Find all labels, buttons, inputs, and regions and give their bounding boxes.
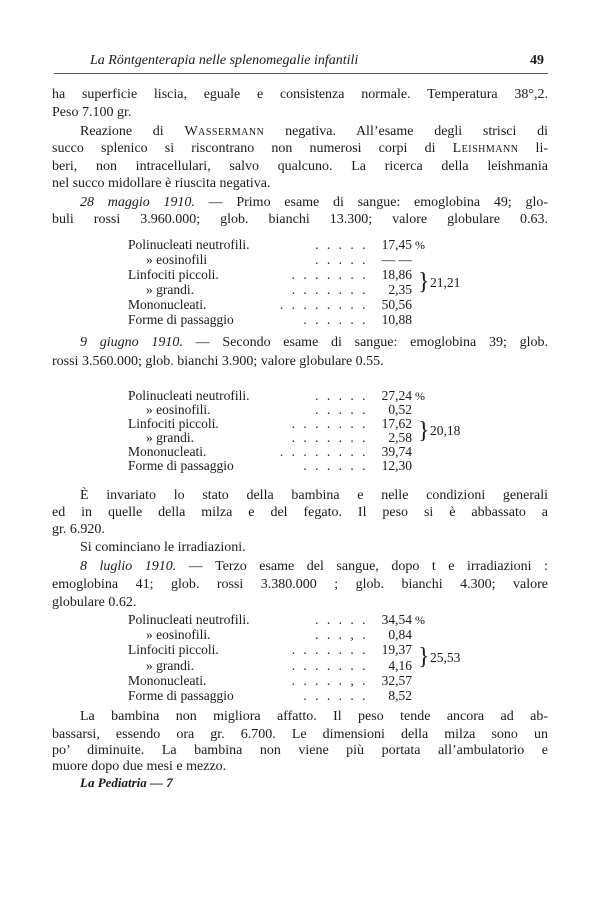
text: li- bbox=[518, 141, 549, 156]
cell-value: 4,16 bbox=[388, 658, 412, 673]
leader-dots: . . . . . . bbox=[303, 312, 368, 327]
leader-dots: . . . . . . . bbox=[291, 642, 368, 657]
cell-label: » eosinofili. bbox=[146, 627, 211, 642]
cell-value: 50,56 bbox=[381, 297, 412, 312]
cell-value: 39,74 bbox=[381, 444, 412, 459]
leader-dots: . . . . . . . . bbox=[279, 444, 368, 459]
author-name: Leishmann bbox=[452, 141, 519, 156]
cell-label: » grandi. bbox=[146, 430, 194, 445]
table-row bbox=[128, 417, 412, 431]
cell-value: 0,84 bbox=[388, 627, 412, 642]
table-row bbox=[128, 268, 412, 282]
cell-label: » eosinofili. bbox=[146, 402, 211, 417]
brace-icon: } bbox=[418, 418, 430, 444]
table-row bbox=[128, 389, 412, 403]
text-line: ed in quelle della milza e del fegato. Il peso si è abbassato a bbox=[52, 505, 548, 520]
cell-value: — — bbox=[381, 252, 412, 267]
cell-label: Mononucleati. bbox=[128, 673, 207, 688]
text-line bbox=[80, 559, 548, 575]
leader-dots: . . . . . . . bbox=[291, 282, 368, 297]
table-row bbox=[128, 659, 412, 673]
cell-label: Linfociti piccoli. bbox=[128, 642, 219, 657]
table-row bbox=[128, 689, 412, 703]
cell-label: Polinucleati neutrofili. bbox=[128, 237, 250, 252]
text-line bbox=[80, 124, 548, 140]
cell-value: 17,62 bbox=[381, 416, 412, 431]
text-line: gr. 6.920. bbox=[52, 522, 105, 537]
lymphocyte-total: 25,53 bbox=[430, 650, 461, 665]
table-row bbox=[128, 253, 412, 267]
table-row bbox=[128, 283, 412, 297]
text-line: globulare 0.62. bbox=[52, 595, 137, 610]
percent-sign: % bbox=[415, 613, 425, 627]
table-row bbox=[128, 445, 412, 459]
cell-value: 12,30 bbox=[381, 458, 412, 473]
cell-label: Mononucleati. bbox=[128, 444, 207, 459]
brace-icon: } bbox=[418, 269, 430, 295]
cell-value: 18,86 bbox=[381, 267, 412, 282]
cell-value: 27,24 bbox=[381, 388, 412, 403]
cell-label: Forme di passaggio bbox=[128, 458, 234, 473]
running-header bbox=[90, 53, 548, 69]
leader-dots: . . . . . . . bbox=[291, 267, 368, 282]
cell-label: » grandi. bbox=[146, 282, 194, 297]
leader-dots: . . . . . . . bbox=[291, 658, 368, 673]
text-line: emoglobina 41; glob. rossi 3.380.000 ; glob. bianchi 4.300; valore bbox=[52, 577, 548, 592]
leader-dots: . . . . . bbox=[315, 252, 368, 267]
cell-value: 2,58 bbox=[388, 430, 412, 445]
text-line: po’ diminuite. La bambina non viene più portata all’ambulatorio e bbox=[52, 743, 548, 758]
text-line: nel succo midollare è riuscita negativa. bbox=[52, 176, 271, 191]
text: — Secondo esame di sangue: emoglobina 39; glob. bbox=[182, 335, 548, 350]
text-line: Peso 7.100 gr. bbox=[52, 105, 132, 120]
lymphocyte-total: 20,18 bbox=[430, 423, 461, 438]
cell-value: 17,45 bbox=[381, 237, 412, 252]
text-line: ha superficie liscia, eguale e consistenza normale. Temperatura 38°,2. bbox=[52, 87, 548, 102]
cell-value: 2,35 bbox=[388, 282, 412, 297]
cell-label: Linfociti piccoli. bbox=[128, 416, 219, 431]
text-line: bassarsi, essendo ora gr. 6.700. Le dimensioni della milza sono un bbox=[52, 727, 548, 742]
leader-dots: . . . . . bbox=[315, 402, 368, 417]
text: — Terzo esame del sangue, dopo t e irradiazioni : bbox=[176, 559, 549, 574]
text-line bbox=[52, 141, 548, 157]
exam-date: 28 maggio 1910. bbox=[80, 195, 195, 210]
text-line: muore dopo due mesi e mezzo. bbox=[52, 759, 227, 774]
leader-dots: . . . , . bbox=[315, 627, 368, 642]
header-rule bbox=[54, 73, 548, 74]
cell-label: » eosinofili bbox=[146, 252, 208, 267]
leader-dots: . . . . . , . bbox=[291, 673, 368, 688]
text: Reazione di bbox=[80, 124, 185, 139]
table-row bbox=[128, 459, 412, 473]
leader-dots: . . . . . bbox=[315, 388, 368, 403]
cell-label: » grandi. bbox=[146, 658, 194, 673]
text-line bbox=[80, 195, 548, 211]
brace-icon: } bbox=[418, 644, 430, 670]
cell-label: Forme di passaggio bbox=[128, 688, 234, 703]
cell-label: Forme di passaggio bbox=[128, 312, 234, 327]
author-name: Wassermann bbox=[184, 124, 265, 139]
leader-dots: . . . . . . . bbox=[291, 430, 368, 445]
table-row bbox=[128, 628, 412, 642]
cell-label: Linfociti piccoli. bbox=[128, 267, 219, 282]
text-line: buli rossi 3.960.000; glob. bianchi 13.300; valore globulare 0.63. bbox=[52, 212, 548, 227]
cell-label: Polinucleati neutrofili. bbox=[128, 388, 250, 403]
cell-value: 32,57 bbox=[381, 673, 412, 688]
table-row bbox=[128, 313, 412, 327]
cell-value: 19,37 bbox=[381, 642, 412, 657]
table-row bbox=[128, 431, 412, 445]
leader-dots: . . . . . . bbox=[303, 688, 368, 703]
percent-sign: % bbox=[415, 389, 425, 403]
text: — Primo esame di sangue: emoglobina 49; glo- bbox=[194, 195, 548, 210]
leader-dots: . . . . . bbox=[315, 237, 368, 252]
cell-value: 8,52 bbox=[388, 688, 412, 703]
text-line: La bambina non migliora affatto. Il peso tende ancora ad ab- bbox=[80, 709, 548, 724]
table-row bbox=[128, 298, 412, 312]
text-line: Si cominciano le irradiazioni. bbox=[80, 540, 246, 555]
lymphocyte-total: 21,21 bbox=[430, 275, 461, 290]
table-row bbox=[128, 238, 412, 252]
leader-dots: . . . . . . bbox=[303, 458, 368, 473]
table-row bbox=[128, 613, 412, 627]
text-line: È invariato lo stato della bambina e nelle condizioni generali bbox=[80, 488, 548, 503]
text-line: rossi 3.560.000; glob. bianchi 3.900; valore globulare 0.55. bbox=[52, 354, 384, 369]
leader-dots: . . . . . . . bbox=[291, 416, 368, 431]
table-row bbox=[128, 403, 412, 417]
running-title: La Röntgenterapia nelle splenomegalie infantili bbox=[90, 53, 359, 68]
exam-date: 9 giugno 1910. bbox=[80, 335, 183, 350]
page-number: 49 bbox=[530, 53, 544, 68]
text-line bbox=[80, 335, 548, 351]
leader-dots: . . . . . bbox=[315, 612, 368, 627]
table-row bbox=[128, 643, 412, 657]
text-line: beri, non intracellulari, salvo qualcuno. La ricerca della leishmania bbox=[52, 159, 548, 174]
cell-value: 34,54 bbox=[381, 612, 412, 627]
leader-dots: . . . . . . . . bbox=[279, 297, 368, 312]
exam-date: 8 luglio 1910. bbox=[80, 559, 177, 574]
cell-label: Mononucleati. bbox=[128, 297, 207, 312]
percent-sign: % bbox=[415, 238, 425, 252]
cell-value: 0,52 bbox=[388, 402, 412, 417]
cell-label: Polinucleati neutrofili. bbox=[128, 612, 250, 627]
text: negativa. All’esame degli strisci di bbox=[264, 124, 548, 139]
table-row bbox=[128, 674, 412, 688]
cell-value: 10,88 bbox=[381, 312, 412, 327]
text: succo splenico si riscontrano non numerosi corpi di bbox=[52, 141, 453, 156]
signature-footer: La Pediatria — 7 bbox=[80, 775, 173, 790]
